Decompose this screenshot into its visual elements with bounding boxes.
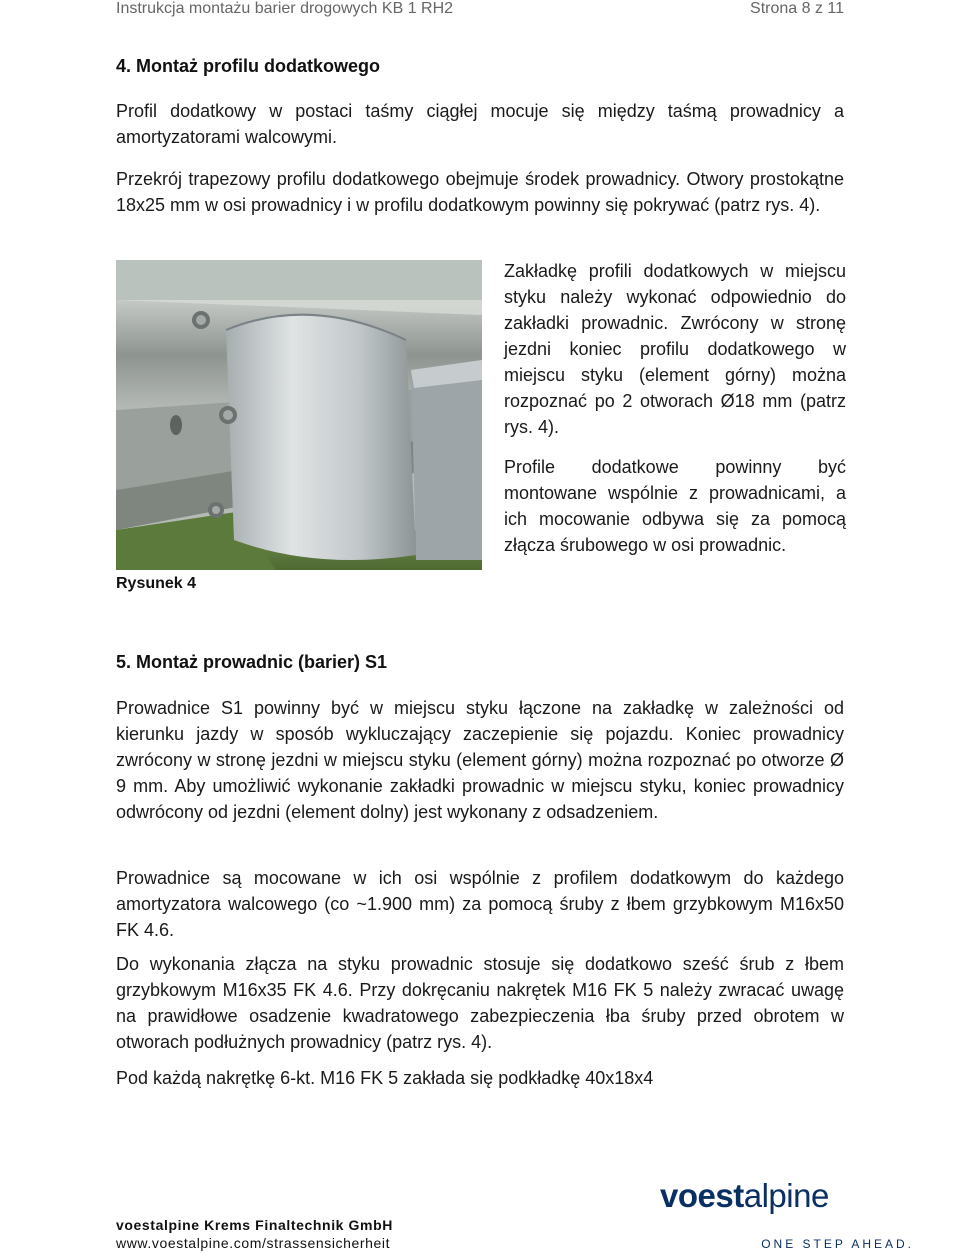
logo-voest-text: voest — [660, 1177, 744, 1214]
section-5-paragraph-3: Do wykonania złącza na styku prowadnic stosuje się dodatkowo sześć śrub z łbem grzybkowym M16x35 FK 4.6. Przy dokręcaniu nakrętek M16 FK 5 należy zwracać uwagę na prawidłowe osadzenie kwadratowego zabezpieczenia łba śruby przed obrotem w otworach podłużnych prowadnicy (patrz rys. 4). — [116, 954, 844, 1052]
footer-company-info — [116, 1217, 393, 1251]
logo-tagline: ONE STEP AHEAD. — [761, 1237, 914, 1251]
section-5-paragraph-4: Pod każdą nakrętkę 6-kt. M16 FK 5 zakłada się podkładkę 40x18x4 — [116, 1068, 654, 1088]
header-document-title: Instrukcja montażu barier drogowych KB 1 RH2 — [116, 0, 454, 17]
section-4-heading: 4. Montaż profilu dodatkowego — [116, 56, 380, 76]
section-4-paragraph-1: Profil dodatkowy w postaci taśmy ciągłej mocuje się między taśmą prowadnicy a amortyzatorami walcowymi. — [116, 101, 844, 147]
footer-company-name: voestalpine Krems Finaltechnik GmbH — [116, 1217, 393, 1233]
logo-alpine-text: alpine — [743, 1177, 829, 1214]
section-5-heading: 5. Montaż prowadnic (barier) S1 — [116, 652, 388, 672]
figure-caption: Rysunek 4 — [116, 575, 197, 592]
section-4-side-paragraph-2: Profile dodatkowe powinny być montowane wspólnie z prowadnicami, a ich mocowanie odbywa się za pomocą złącza śrubowego w osi prowadnic. — [504, 457, 846, 555]
guardrail-photo — [116, 260, 482, 570]
voestalpine-logo — [660, 1177, 860, 1217]
section-5-paragraph-2: Prowadnice są mocowane w ich osi wspólnie z profilem dodatkowym do każdego amortyzatora walcowego (co ~1.900 mm) za pomocą śruby z łbem grzybkowym M16x50 FK 4.6. — [116, 868, 844, 940]
section-4-side-paragraph-1: Zakładkę profili dodatkowych w miejscu styku należy wykonać odpowiednio do zakładki prowadnic. Zwrócony w stronę jezdni koniec profilu dodatkowego w miejscu styku (element górny) można rozpoznać po 2 otworach Ø18 mm (patrz rys. 4). — [504, 261, 846, 437]
section-5-paragraph-1: Prowadnice S1 powinny być w miejscu styku łączone na zakładkę w zależności od kierunku jazdy w sposób wykluczający zaczepienie się pojazdu. Koniec prowadnicy zwrócony w stronę jezdni w miejscu styku (element górny) można rozpoznać po otworze Ø 9 mm. Aby umożliwić wykonanie zakładki prowadnic w miejscu styku, koniec prowadnicy odwrócony od jezdni (element dolny) jest wykonany z odsadzeniem. — [116, 698, 844, 822]
section-4-paragraph-2: Przekrój trapezowy profilu dodatkowego obejmuje środek prowadnicy. Otwory prostokątne 18x25 mm w osi prowadnicy i w profilu dodatkowym powinny się pokrywać (patrz rys. 4). — [116, 169, 844, 215]
header-page-number: Strona 8 z 11 — [750, 0, 844, 17]
footer-website-link[interactable]: www.voestalpine.com/strassensicherheit — [116, 1235, 391, 1251]
